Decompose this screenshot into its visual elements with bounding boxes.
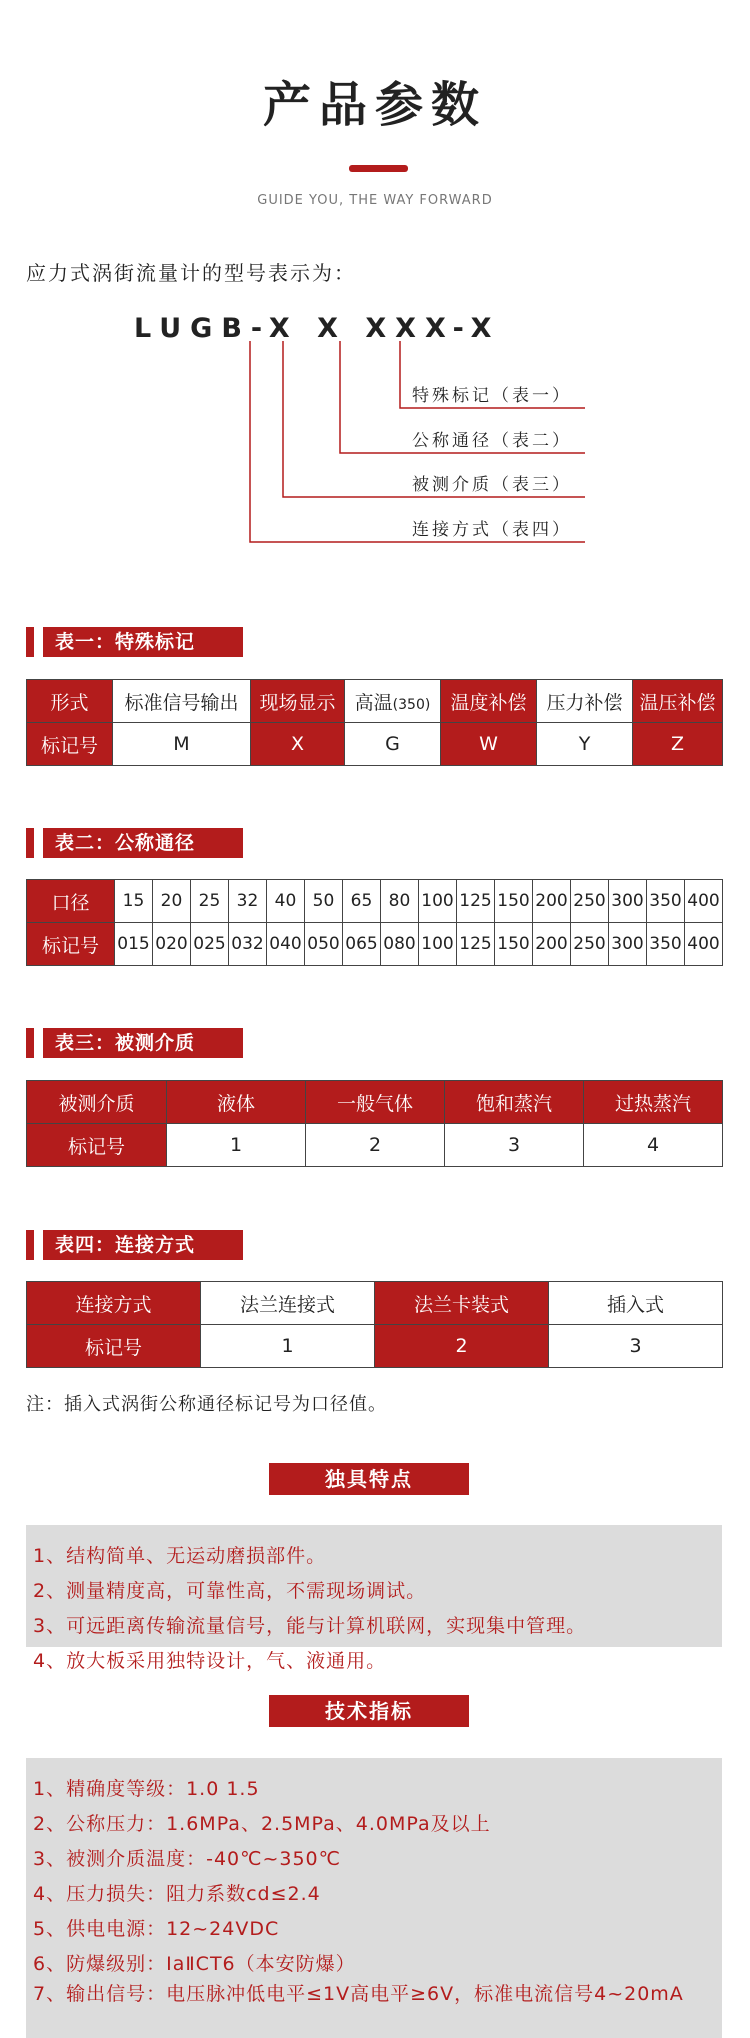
- table1-row2-label: 标记号: [27, 723, 113, 766]
- table4-method-cell: 插入式: [549, 1282, 723, 1325]
- table3-media-cell: 过热蒸汽: [584, 1081, 723, 1124]
- table1-code-cell: Y: [537, 723, 633, 766]
- table2-code-cell: 350: [647, 923, 685, 966]
- table1-form-text: 高温: [354, 691, 393, 714]
- table1-form-cell: 温压补偿: [633, 680, 723, 723]
- table2-diameter-cell: 15: [115, 880, 153, 923]
- table2-diameter-cell: 32: [229, 880, 267, 923]
- table-note: 注：插入式涡街公称通径标记号为口径值。: [26, 1394, 387, 1415]
- specs-box: [26, 1758, 722, 2038]
- table2-code-cell: 015: [115, 923, 153, 966]
- table1: [26, 679, 723, 766]
- table2-code-cell: 200: [533, 923, 571, 966]
- table3-media-cell: 饱和蒸汽: [445, 1081, 584, 1124]
- table3-media-cell: 液体: [167, 1081, 306, 1124]
- table2-code-cell: 150: [495, 923, 533, 966]
- table2-diameter-cell: 40: [267, 880, 305, 923]
- list-item: 4、放大板采用独特设计，气、液通用。: [33, 1650, 387, 1672]
- heading-marker: [26, 828, 34, 858]
- table3-row1-label: 被测介质: [27, 1081, 167, 1124]
- table-row: [27, 1325, 723, 1368]
- table4-heading-label: 表四：连接方式: [43, 1230, 243, 1260]
- table2-diameter-cell: 80: [381, 880, 419, 923]
- list-item: 6、防爆级别：IaⅡCT6（本安防爆）: [33, 1953, 356, 1975]
- list-item: 3、可远距离传输流量信号，能与计算机联网，实现集中管理。: [33, 1615, 587, 1637]
- table1-form-cell: 温度补偿: [441, 680, 537, 723]
- legend-label-4: 连接方式（表四）: [412, 520, 572, 540]
- table-row: [27, 1282, 723, 1325]
- table2-code-cell: 400: [685, 923, 723, 966]
- table4-method-cell: 法兰连接式: [201, 1282, 375, 1325]
- page-title: 产品参数: [262, 77, 487, 133]
- table2: [26, 879, 723, 966]
- table3-row2-label: 标记号: [27, 1124, 167, 1167]
- table2-diameter-cell: 100: [419, 880, 457, 923]
- heading-marker: [26, 1230, 34, 1260]
- table1-form-cell: [345, 680, 441, 723]
- table4-code-cell: 2: [375, 1325, 549, 1368]
- list-item: 7、输出信号：电压脉冲低电平≤1V高电平≥6V，标准电流信号4~20mA: [33, 1983, 684, 2005]
- table1-heading-label: 表一：特殊标记: [43, 627, 243, 657]
- table3-media-cell: 一般气体: [306, 1081, 445, 1124]
- list-item: 2、公称压力：1.6MPa、2.5MPa、4.0MPa及以上: [33, 1813, 491, 1835]
- table3: [26, 1080, 723, 1167]
- table4-row1-label: 连接方式: [27, 1282, 201, 1325]
- table-row: [27, 1124, 723, 1167]
- table-row: [27, 723, 723, 766]
- table2-code-cell: 025: [191, 923, 229, 966]
- heading-marker: [26, 627, 34, 657]
- table4-row2-label: 标记号: [27, 1325, 201, 1368]
- list-item: 1、精确度等级：1.0 1.5: [33, 1778, 260, 1800]
- table2-code-cell: 020: [153, 923, 191, 966]
- legend-label-1: 特殊标记（表一）: [412, 386, 572, 406]
- features-box: [26, 1525, 722, 1647]
- table4: [26, 1281, 723, 1368]
- table1-form-cell: 压力补偿: [537, 680, 633, 723]
- table-row: [27, 680, 723, 723]
- table-row: [27, 923, 723, 966]
- table2-diameter-cell: 20: [153, 880, 191, 923]
- table1-code-cell: W: [441, 723, 537, 766]
- list-item: 1、结构简单、无运动磨损部件。: [33, 1545, 327, 1567]
- list-item: 2、测量精度高，可靠性高，不需现场调试。: [33, 1580, 427, 1602]
- table2-diameter-cell: 400: [685, 880, 723, 923]
- table2-diameter-cell: 300: [609, 880, 647, 923]
- table2-diameter-cell: 350: [647, 880, 685, 923]
- page-subtitle: GUIDE YOU, THE WAY FORWARD: [257, 193, 493, 208]
- legend-label-2: 公称通径（表二）: [412, 431, 572, 451]
- table4-code-cell: 3: [549, 1325, 723, 1368]
- table2-code-cell: 032: [229, 923, 267, 966]
- table4-method-cell: 法兰卡装式: [375, 1282, 549, 1325]
- table2-code-cell: 250: [571, 923, 609, 966]
- list-item: 5、供电电源：12~24VDC: [33, 1918, 280, 1940]
- table1-code-cell: Z: [633, 723, 723, 766]
- legend-label-3: 被测介质（表三）: [412, 475, 572, 495]
- table3-code-cell: 3: [445, 1124, 584, 1167]
- table1-code-cell: X: [251, 723, 345, 766]
- table2-code-cell: 080: [381, 923, 419, 966]
- table4-code-cell: 1: [201, 1325, 375, 1368]
- table1-code-cell: G: [345, 723, 441, 766]
- heading-marker: [26, 1028, 34, 1058]
- table2-row2-label: 标记号: [27, 923, 115, 966]
- table2-code-cell: 040: [267, 923, 305, 966]
- table2-diameter-cell: 50: [305, 880, 343, 923]
- table2-diameter-cell: 150: [495, 880, 533, 923]
- specs-banner: 技术指标: [269, 1695, 469, 1727]
- table-row: [27, 880, 723, 923]
- table-row: [27, 1081, 723, 1124]
- model-legend-lines: [0, 0, 750, 560]
- table2-diameter-cell: 25: [191, 880, 229, 923]
- table3-heading-label: 表三：被测介质: [43, 1028, 243, 1058]
- list-item: 3、被测介质温度：-40℃~350℃: [33, 1848, 341, 1870]
- table1-form-cell: 标准信号输出: [113, 680, 251, 723]
- table2-diameter-cell: 125: [457, 880, 495, 923]
- table2-code-cell: 300: [609, 923, 647, 966]
- table3-code-cell: 1: [167, 1124, 306, 1167]
- table1-row1-label: 形式: [27, 680, 113, 723]
- table3-code-cell: 2: [306, 1124, 445, 1167]
- table1-form-cell: 现场显示: [251, 680, 345, 723]
- table2-code-cell: 065: [343, 923, 381, 966]
- table2-row1-label: 口径: [27, 880, 115, 923]
- features-banner: 独具特点: [269, 1463, 469, 1495]
- table1-code-cell: M: [113, 723, 251, 766]
- model-intro: 应力式涡街流量计的型号表示为：: [26, 261, 356, 285]
- table2-code-cell: 050: [305, 923, 343, 966]
- table2-diameter-cell: 65: [343, 880, 381, 923]
- table2-diameter-cell: 200: [533, 880, 571, 923]
- table1-form-note: (350): [392, 696, 431, 713]
- table2-diameter-cell: 250: [571, 880, 609, 923]
- table2-heading-label: 表二：公称通径: [43, 828, 243, 858]
- table2-code-cell: 100: [419, 923, 457, 966]
- table2-code-cell: 125: [457, 923, 495, 966]
- list-item: 4、压力损失：阻力系数cd≤2.4: [33, 1883, 321, 1905]
- table3-code-cell: 4: [584, 1124, 723, 1167]
- model-code: LUGB-X X XXX-X: [134, 313, 501, 344]
